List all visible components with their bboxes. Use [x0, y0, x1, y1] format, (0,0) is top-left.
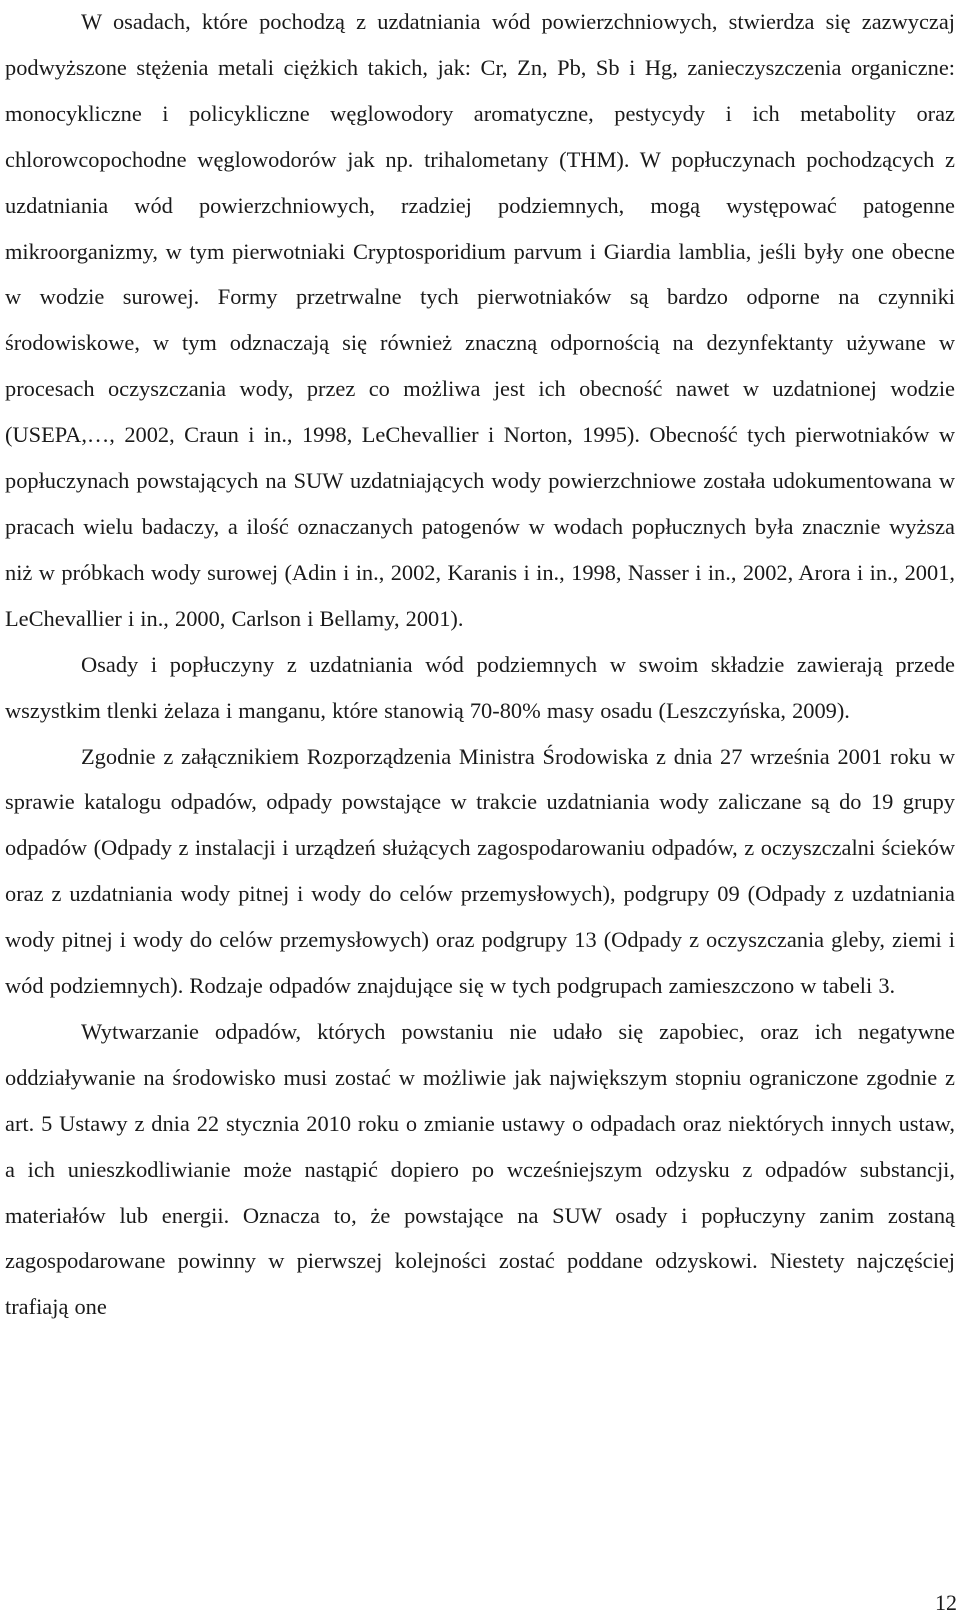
- paragraph-3: Zgodnie z załącznikiem Rozporządzenia Ministra Środowiska z dnia 27 września 2001 roku w sprawie katalogu odpadów, odpady powstające w trakcie uzdatniania wody zaliczane są do 19 grupy odpadów (Odpady z instalacji i urządzeń służących zagospodarowaniu odpadów, z oczyszczalni ścieków oraz z uzdatniania wody pitnej i wody do celów przemysłowych), podgrupy 09 (Odpady z uzdatniania wody pitnej i wody do celów przemysłowych) oraz podgrupy 13 (Odpady z oczyszczania gleby, ziemi i wód podziemnych). Rodzaje odpadów znajdujące się w tych podgrupach zamieszczono w tabeli 3.: [5, 743, 955, 999]
- body-text: [5, 0, 955, 1330]
- page-number: 12: [935, 1590, 957, 1615]
- paragraph-1: W osadach, które pochodzą z uzdatniania wód powierzchniowych, stwierdza się zazwyczaj podwyższone stężenia metali ciężkich takich, jak: Cr, Zn, Pb, Sb i Hg, zanieczyszczenia organiczne: monocykliczne i policykliczne węglowodory aromatyczne, pestycydy i ich metabolity oraz chlorowcopochodne węglowodorów jak np. trihalometany (THM). W popłuczynach pochodzących z uzdatniania wód powierzchniowych, rzadziej podziemnych, mogą występować patogenne mikroorganizmy, w tym pierwotniaki Cryptosporidium parvum i Giardia lamblia, jeśli były one obecne w wodzie surowej. Formy przetrwalne tych pierwotniaków są bardzo odporne na czynniki środowiskowe, w tym odznaczają się również znaczną odpornością na dezynfektanty używane w procesach oczyszczania wody, przez co możliwa jest ich obecność nawet w uzdatnionej wodzie (USEPA,…, 2002, Craun i in., 1998, LeChevallier i Norton, 1995). Obecność tych pierwotniaków w popłuczynach powstających na SUW uzdatniających wody powierzchniowe została udokumentowana w pracach wielu badaczy, a ilość oznaczanych patogenów w wodach popłucznych była znacznie wyższa niż w próbkach wody surowej (Adin i in., 2002, Karanis i in., 1998, Nasser i in., 2002, Arora i in., 2001, LeChevallier i in., 2000, Carlson i Bellamy, 2001).: [5, 9, 955, 631]
- paragraph-2: Osady i popłuczyny z uzdatniania wód podziemnych w swoim składzie zawierają przede wszystkim tlenki żelaza i manganu, które stanowią 70-80% masy osadu (Leszczyńska, 2009).: [5, 651, 955, 723]
- paragraph-4: Wytwarzanie odpadów, których powstaniu nie udało się zapobiec, oraz ich negatywne oddziaływanie na środowisko musi zostać w możliwie jak największym stopniu ograniczone zgodnie z art. 5 Ustawy z dnia 22 stycznia 2010 roku o zmianie ustawy o odpadach oraz niektórych innych ustaw, a ich unieszkodliwianie może nastąpić dopiero po wcześniejszym odzysku z odpadów substancji, materiałów lub energii. Oznacza to, że powstające na SUW osady i popłuczyny zanim zostaną zagospodarowane powinny w pierwszej kolejności zostać poddane odzyskowi. Niestety najczęściej trafiają one: [5, 1018, 955, 1320]
